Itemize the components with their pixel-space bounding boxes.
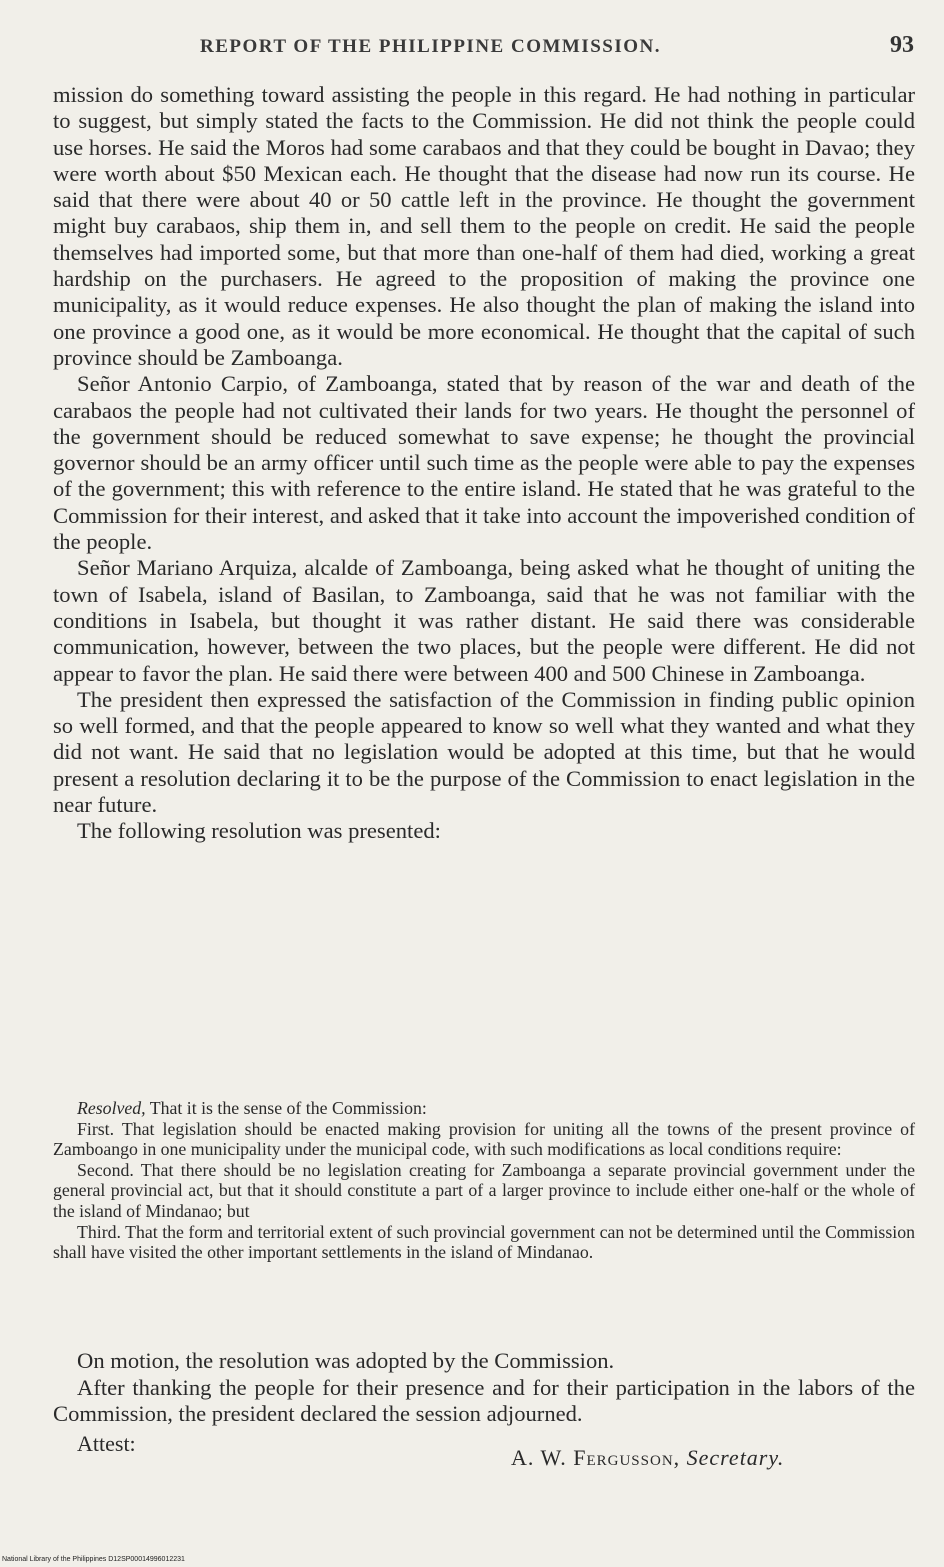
paragraph-arquiza-statement: Señor Mariano Arquiza, alcalde of Zamboanga, being asked what he thought of uniting the town of Isabela, island of Basilan, to Zamboanga, said that he was not familiar with the conditions in Isabela, but thought it was rather distant. He said there was considerable communication, however, between the two places, but the people were different. He did not appear to favor the plan. He said there were between 400 and 500 Chinese in Zamboanga.	[53, 555, 915, 686]
body-text	[53, 82, 915, 845]
attestation	[77, 1431, 897, 1471]
page-number: 93	[890, 32, 914, 58]
resolution-first: First. That legislation should be enacted making provision for uniting all the towns of the present province of Zamboango in one municipality under the municipal code, with such modifications as local conditions require:	[53, 1118, 915, 1160]
paragraph-continuation: mission do something toward assisting the people in this regard. He had nothing in particular to suggest, but simply stated the facts to the Commission. He did not think the people could use horses. He said the Moros had some carabaos and that they could be bought in Davao; they were worth about $50 Mexican each. He thought that the disease had now run its course. He said that there were about 40 or 50 cattle left in the province. He thought the government might buy carabaos, ship them in, and sell them to the people on credit. He said the people themselves had imported some, but that more than one-half of them had died, working a great hardship on the purchasers. He agreed to the proposition of making the province one municipality, as it would reduce expenses. He also thought the plan of making the island into one province a good one, as it would be more economical. He thought that the capital of such province should be Zamboanga.	[53, 82, 915, 370]
paragraph-carpio-statement: Señor Antonio Carpio, of Zamboanga, stated that by reason of the war and death of the carabaos the people had not cultivated their lands for two years. He thought the personnel of the government should be reduced somewhat to save expense; he thought the provincial governor should be an army officer until such time as the people were able to pay the expenses of the government; this with reference to the entire island. He stated that he was grateful to the Commission for their interest, and asked that it take into account the impoverished condition of the people.	[53, 371, 915, 555]
running-head: REPORT OF THE PHILIPPINE COMMISSION.	[200, 36, 662, 57]
signatory-name: A. W. Fergusson,	[511, 1445, 681, 1470]
resolved-word: Resolved,	[77, 1098, 146, 1118]
paragraph-motion: On motion, the resolution was adopted by the Commission.	[77, 1348, 615, 1373]
closing-text	[53, 1348, 915, 1428]
library-stamp: National Library of the Philippines D12SP00014996012231	[2, 1556, 185, 1563]
resolution-preamble	[53, 1098, 915, 1119]
resolved-text: That it is the sense of the Commission:	[145, 1098, 427, 1118]
resolution-block	[53, 1098, 915, 1263]
resolution-third: Third. That the form and territorial extent of such provincial government can not be determined until the Commission shall have visited the other important settlements in the island of Mindanao.	[53, 1221, 915, 1263]
paragraph-adjournment: After thanking the people for their presence and for their participation in the labors of the Commission, the president declared the session adjourned.	[53, 1374, 915, 1427]
page-header	[0, 32, 944, 62]
signature	[511, 1445, 784, 1471]
paragraph-resolution-intro: The following resolution was presented:	[77, 818, 441, 844]
attest-label: Attest:	[77, 1431, 136, 1456]
signatory-title: Secretary.	[686, 1445, 785, 1470]
paragraph-president-remarks: The president then expressed the satisfaction of the Commission in finding public opinion so well formed, and that the people appeared to know so well what they wanted and what they did not want. He said that no legislation would be adopted at this time, but that he would present a resolution declaring it to be the purpose of the Commission to enact legislation in the near future.	[53, 686, 915, 818]
resolution-second: Second. That there should be no legislation creating for Zamboanga a separate provincial government under the general provincial act, but that it should constitute a part of a larger province to include either one-half or the whole of the island of Mindanao; but	[53, 1159, 915, 1221]
